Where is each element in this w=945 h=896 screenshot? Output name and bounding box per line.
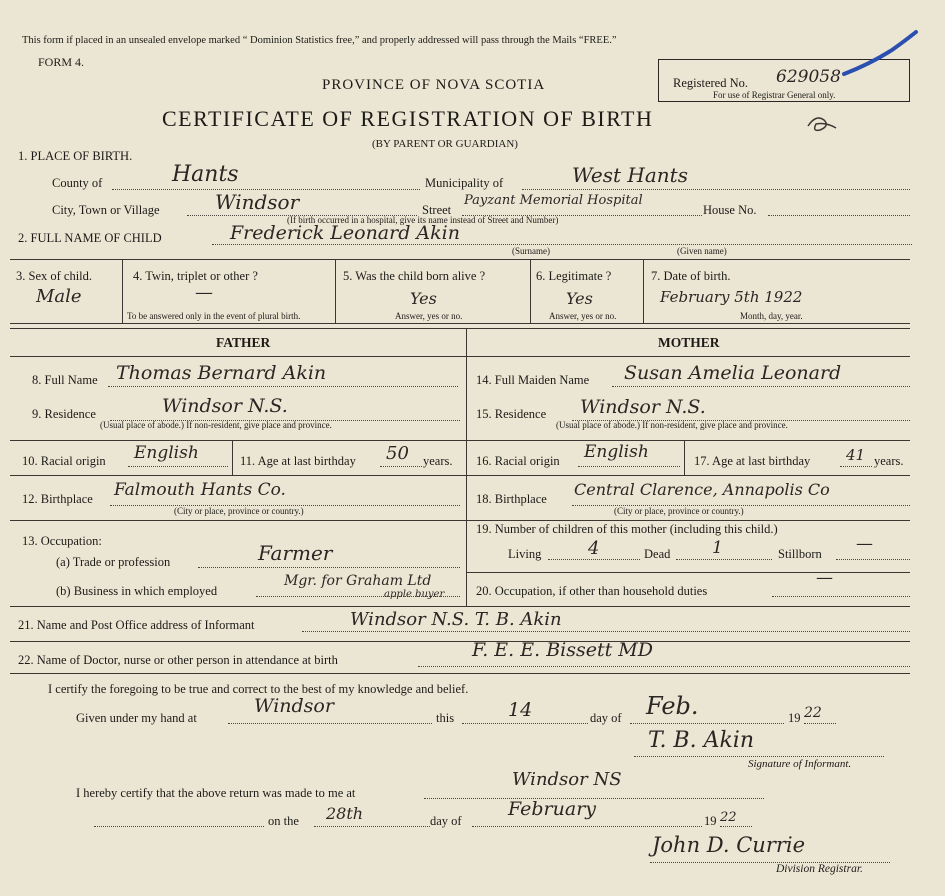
mother-race-value: English: [584, 442, 649, 462]
father-residence-value: Windsor N.S.: [162, 395, 288, 417]
father-birthplace-label: 12. Birthplace: [22, 492, 93, 506]
father-heading: FATHER: [216, 335, 271, 350]
day-of-label: day of: [590, 711, 622, 725]
sex-value: Male: [36, 286, 82, 307]
child-name-label: 2. FULL NAME OF CHILD: [18, 231, 162, 245]
year-prefix: 19: [788, 711, 801, 725]
surname-note: (Surname): [512, 246, 550, 256]
given-under-label: Given under my hand at: [76, 711, 197, 725]
certificate-subtitle: (BY PARENT OR GUARDIAN): [372, 138, 518, 150]
registrar-use-note: For use of Registrar General only.: [713, 90, 836, 100]
house-label: House No.: [703, 203, 757, 217]
twin-value: —: [195, 282, 213, 303]
informant-signature-caption: Signature of Informant.: [748, 758, 852, 770]
this-label: this: [436, 711, 455, 725]
father-birthplace-value: Falmouth Hants Co.: [114, 480, 286, 500]
doctor-value: F. E. E. Bissett MD: [472, 639, 653, 661]
registrar-caption: Division Registrar.: [776, 863, 863, 875]
alive-value: Yes: [410, 289, 437, 308]
return-day-of-label: day of: [430, 814, 462, 828]
informant-label: 21. Name and Post Office address of Informant: [18, 618, 255, 632]
return-year-value: 22: [720, 810, 737, 825]
given-name-note: (Given name): [677, 246, 727, 256]
return-day-value: 28th: [326, 804, 364, 823]
form-number: FORM 4.: [38, 55, 85, 69]
street-label: Street: [422, 203, 452, 217]
mother-age-label: 17. Age at last birthday: [694, 454, 811, 468]
mother-race-label: 16. Racial origin: [476, 454, 560, 468]
dead-value: 1: [712, 538, 723, 558]
mother-birthplace-note: (City or place, province or country.): [614, 506, 744, 516]
mother-name-value: Susan Amelia Leonard: [624, 362, 842, 384]
legitimate-label: 6. Legitimate ?: [536, 269, 612, 283]
province-heading: PROVINCE OF NOVA SCOTIA: [322, 77, 546, 93]
business-value: Mgr. for Graham Ltd: [284, 573, 432, 589]
given-month-value: Feb.: [646, 692, 699, 720]
mother-occupation-label: 20. Occupation, if other than household duties: [476, 584, 708, 598]
return-year-prefix: 19: [704, 814, 717, 828]
trade-label: (a) Trade or profession: [56, 555, 171, 569]
mother-residence-value: Windsor N.S.: [580, 396, 706, 418]
mother-birthplace-label: 18. Birthplace: [476, 492, 547, 506]
mail-notice: This form if placed in an unsealed envelope marked “ Dominion Statistics free,” and properly addressed will pass through the Mails “FREE.”: [22, 35, 617, 46]
registrar-signature: John D. Currie: [652, 833, 806, 857]
return-label: I hereby certify that the above return was made to me at: [76, 786, 356, 800]
doctor-label: 22. Name of Doctor, nurse or other person in attendance at birth: [18, 653, 338, 667]
given-year-value: 22: [804, 705, 822, 721]
father-birthplace-note: (City or place, province or country.): [174, 506, 304, 516]
twin-note: To be answered only in the event of plural birth.: [127, 311, 301, 321]
legitimate-value: Yes: [566, 289, 593, 308]
father-age-unit: years.: [423, 454, 453, 468]
hospital-note: (If birth occurred in a hospital, give its name instead of Street and Number): [287, 215, 559, 225]
return-month-value: February: [508, 798, 597, 820]
father-age-value: 50: [386, 443, 409, 464]
mother-name-label: 14. Full Maiden Name: [476, 373, 590, 387]
twin-label: 4. Twin, triplet or other ?: [133, 269, 258, 283]
registry-check-mark: [840, 28, 920, 84]
municipality-value: West Hants: [572, 163, 688, 187]
mother-birthplace-value: Central Clarence, Annapolis Co: [574, 480, 830, 499]
alive-label: 5. Was the child born alive ?: [343, 269, 486, 283]
dead-label: Dead: [644, 547, 671, 561]
informant-signature: T. B. Akin: [648, 728, 755, 753]
father-residence-label: 9. Residence: [32, 407, 96, 421]
municipality-label: Municipality of: [425, 176, 504, 190]
legitimate-note: Answer, yes or no.: [549, 311, 617, 321]
city-label: City, Town or Village: [52, 203, 160, 217]
father-age-label: 11. Age at last birthday: [240, 454, 356, 468]
stillborn-value: —: [856, 534, 873, 554]
sex-label: 3. Sex of child.: [16, 269, 93, 283]
mother-occupation-value: —: [816, 568, 833, 588]
alive-note: Answer, yes or no.: [395, 311, 463, 321]
living-value: 4: [588, 538, 600, 559]
place-of-birth-heading: 1. PLACE OF BIRTH.: [18, 149, 133, 163]
child-name-value: Frederick Leonard Akin: [230, 222, 460, 244]
business-label: (b) Business in which employed: [56, 584, 218, 598]
mother-heading: MOTHER: [658, 335, 720, 350]
father-residence-note: (Usual place of abode.) If non-resident, give place and province.: [100, 420, 332, 430]
father-name-label: 8. Full Name: [32, 373, 98, 387]
given-place-value: Windsor: [254, 695, 334, 717]
father-race-label: 10. Racial origin: [22, 454, 106, 468]
date-of-birth-value: February 5th 1922: [660, 288, 803, 306]
given-day-value: 14: [508, 699, 533, 721]
living-label: Living: [508, 547, 542, 561]
occupation-label: 13. Occupation:: [22, 534, 102, 548]
county-value: Hants: [172, 162, 239, 187]
city-value: Windsor: [215, 190, 300, 214]
registered-value: 629058: [776, 67, 841, 87]
date-of-birth-label: 7. Date of birth.: [651, 269, 731, 283]
certificate-title: CERTIFICATE OF REGISTRATION OF BIRTH: [162, 106, 654, 131]
certify-text: I certify the foregoing to be true and correct to the best of my knowledge and belief.: [48, 682, 469, 696]
father-race-value: English: [134, 443, 199, 463]
registrar-initial-mark: [802, 112, 842, 136]
mother-age-unit: years.: [874, 454, 904, 468]
children-count-label: 19. Number of children of this mother (including this child.): [476, 522, 778, 536]
registered-label: Registered No.: [673, 76, 748, 90]
date-of-birth-note: Month, day, year.: [740, 311, 803, 321]
street-value: Payzant Memorial Hospital: [464, 193, 643, 208]
father-name-value: Thomas Bernard Akin: [116, 362, 327, 384]
mother-age-value: 41: [846, 446, 866, 464]
stillborn-label: Stillborn: [778, 547, 822, 561]
trade-value: Farmer: [258, 541, 333, 565]
business-extra: apple buyer: [384, 589, 445, 600]
mother-residence-label: 15. Residence: [476, 407, 547, 421]
informant-value: Windsor N.S. T. B. Akin: [350, 609, 562, 630]
return-place-value: Windsor NS: [512, 769, 622, 790]
on-the-label: on the: [268, 814, 299, 828]
mother-residence-note: (Usual place of abode.) If non-resident, give place and province.: [556, 420, 788, 430]
county-label: County of: [52, 176, 103, 190]
